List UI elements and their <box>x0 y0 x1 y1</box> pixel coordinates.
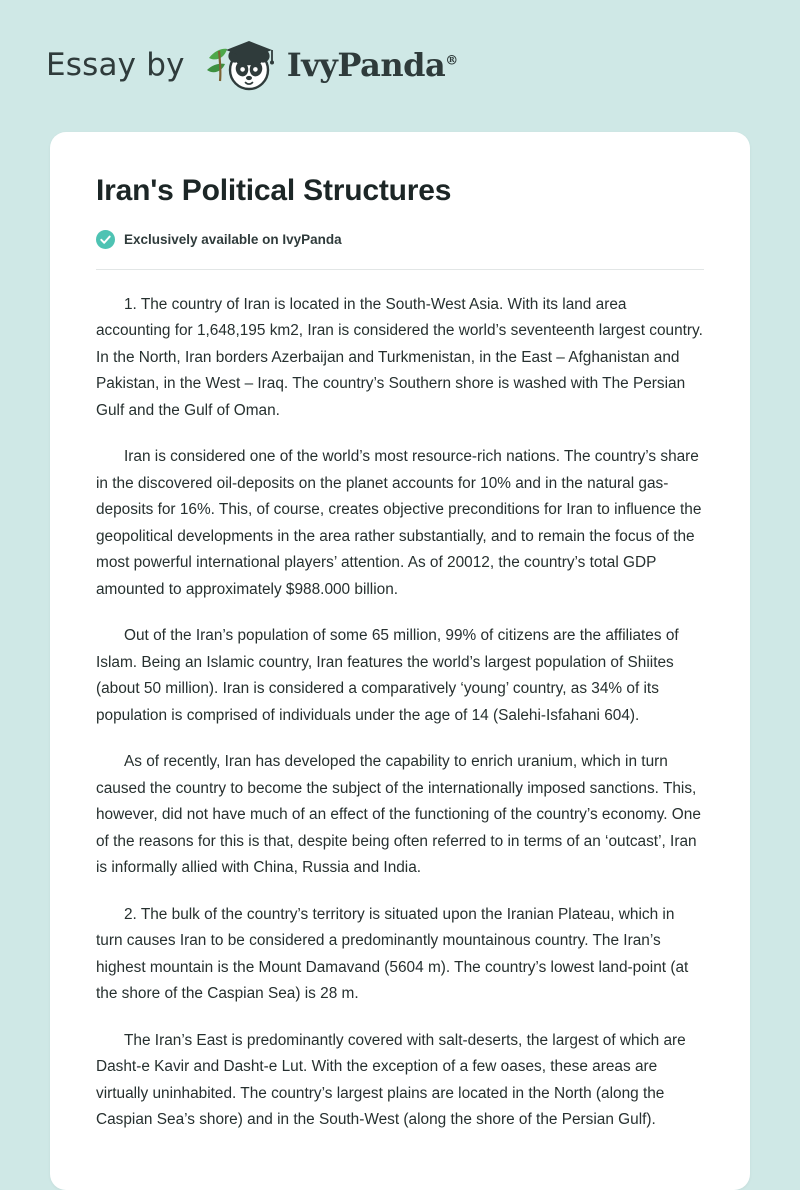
exclusive-badge <box>96 230 704 249</box>
brand-name <box>287 46 458 84</box>
paragraph: Iran is considered one of the world’s most resource-rich nations. The country’s share in the discovered oil-deposits on the planet accounts for 10% and in the natural gas-deposits for 16%. This, of course, creates objective preconditions for Iran to influence the geopolitical developments in the area rather substantially, and to remain the focus of the most powerful international players’ attention. As of 20012, the country’s total GDP amounted to approximately $988.000 billion. <box>96 448 702 598</box>
paragraph: Out of the Iran’s population of some 65 million, 99% of citizens are the affiliates of Islam. Being an Islamic country, Iran features the world’s largest population of Shiites (about 50 million). Iran is considered a comparatively ‘young’ country, as 34% of its population is comprised of individuals under the age of 14 (Salehi-Isfahani 604). <box>96 627 679 724</box>
exclusive-badge-label: Exclusively available on IvyPanda <box>124 232 342 247</box>
paragraph: As of recently, Iran has developed the capability to enrich uranium, which in turn caused the country to become the subject of the internationally imposed sanctions. This, however, did not have much of an effect of the functioning of the country’s economy. One of the reasons for this is that, despite being often referred to in terms of an ‘outcast’, Iran is informally allied with China, Russia and India. <box>96 753 701 877</box>
ivypanda-logo[interactable] <box>199 36 458 94</box>
title-divider <box>96 269 704 270</box>
essay-by-label: Essay by <box>46 47 185 83</box>
brand-name-text: IvyPanda <box>286 46 446 84</box>
check-circle-icon <box>96 230 115 249</box>
paragraph: The Iran’s East is predominantly covered with salt-deserts, the largest of which are Dasht-e Kavir and Dasht-e Lut. With the exception of a few oases, these areas are virtually uninhabited. The country’s largest plains are located in the North (along the Caspian Sea’s shore) and in the South-West (along the shore of the Persian Gulf). <box>96 1031 686 1129</box>
site-header <box>0 0 800 90</box>
paragraph: 2. The bulk of the country’s territory is situated upon the Iranian Plateau, which in turn causes Iran to be considered a predominantly mountainous country. The Iran’s highest mountain is the Mount Damavand (5604 m). The country’s lowest land-point (at the shore of the Caspian Sea) is 28 m. <box>96 905 689 1003</box>
paragraph: 1. The country of Iran is located in the South-West Asia. With its land area accounting for 1,648,195 km2, Iran is considered the world’s seventeenth largest country. In the North, Iran borders Azerbaijan and Turkmenistan, in the East – Afghanistan and Pakistan, in the West – Iraq. The country’s Southern shore is washed with The Persian Gulf and the Gulf of Oman. <box>96 296 703 419</box>
panda-graduate-icon <box>199 36 285 94</box>
essay-body <box>96 292 704 1134</box>
brand-registered-mark: ® <box>445 53 458 69</box>
document-card <box>50 132 750 1190</box>
page-title: Iran's Political Structures <box>96 174 452 207</box>
